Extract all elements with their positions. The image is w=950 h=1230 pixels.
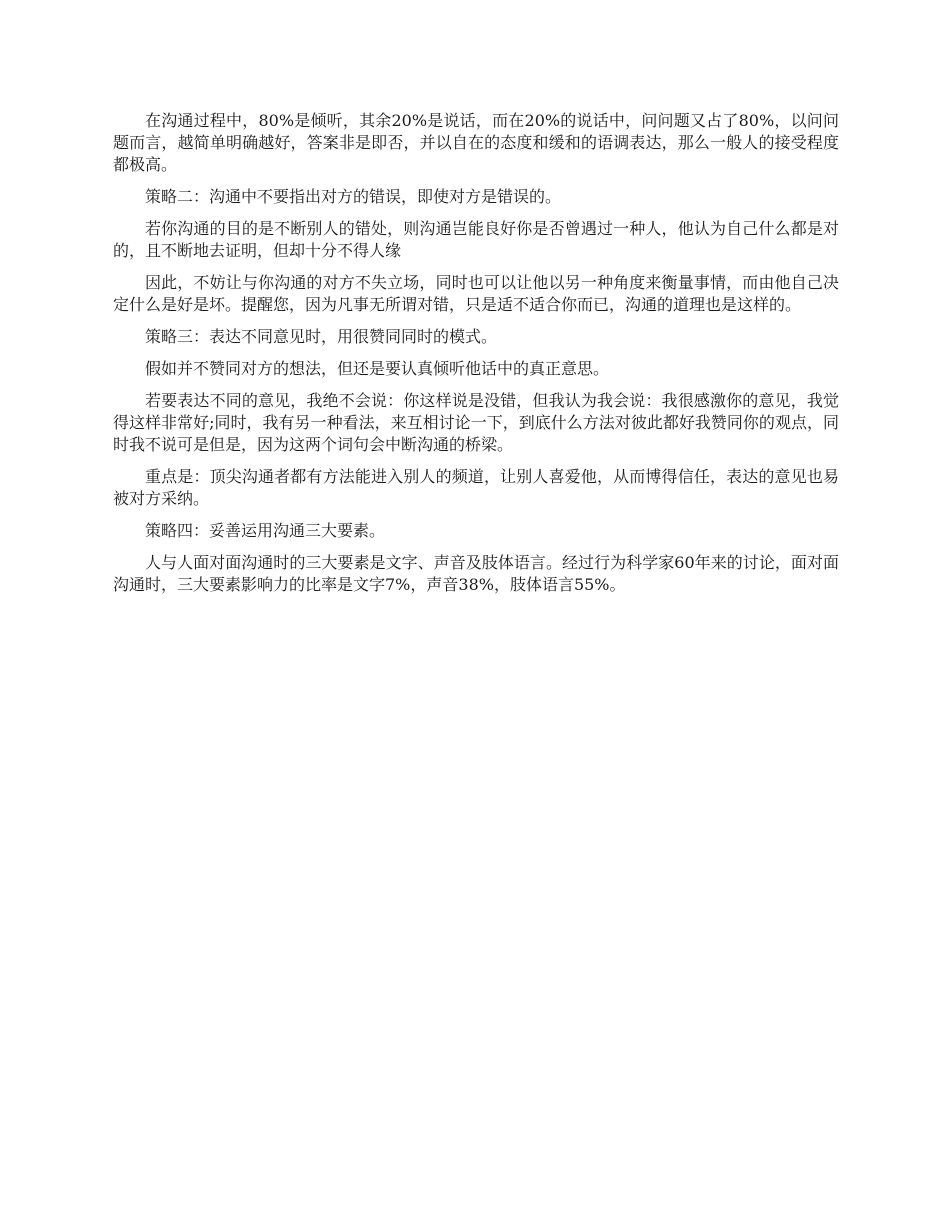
- paragraph-1: 在沟通过程中，80%是倾听，其余20%是说话，而在20%的说话中，问问题又占了80%，以问问题而言，越简单明确越好，答案非是即否，并以自在的态度和缓和的语调表达，那么一般人的接受程度都极高。: [113, 111, 839, 174]
- paragraph-5-strategy-three-heading: 策略三：表达不同意见时，用很赞同同时的模式。: [145, 327, 498, 346]
- paragraph-7: 若要表达不同的意见，我绝不会说：你这样说是没错，但我认为我会说：我很感激你的意见，我觉得这样非常好;同时，我有另一种看法，来互相讨论一下，到底什么方法对彼此都好我赞同你的观点，同时我不说可是但是，因为这两个词句会中断沟通的桥梁。: [113, 391, 839, 454]
- paragraph-2-strategy-two-heading: 策略二：沟通中不要指出对方的错误，即使对方是错误的。: [145, 187, 562, 206]
- paragraph-3: 若你沟通的目的是不断别人的错处，则沟通岂能良好你是否曾遇过一种人，他认为自己什么都是对的，且不断地去证明，但却十分不得人缘: [113, 219, 839, 260]
- paragraph-4: 因此，不妨让与你沟通的对方不失立场，同时也可以让他以另一种角度来衡量事情，而由他自己决定什么是好是坏。提醒您，因为凡事无所谓对错，只是适不适合你而已，沟通的道理也是这样的。: [113, 273, 839, 314]
- paragraph-10: 人与人面对面沟通时的三大要素是文字、声音及肢体语言。经过行为科学家60年来的讨论，面对面沟通时，三大要素影响力的比率是文字7%，声音38%，肢体语言55%。: [113, 553, 839, 594]
- document-body: [113, 110, 839, 606]
- paragraph-9-strategy-four-heading: 策略四：妥善运用沟通三大要素。: [145, 521, 386, 540]
- paragraph-8: 重点是：顶尖沟通者都有方法能进入别人的频道，让别人喜爱他，从而博得信任，表达的意见也易被对方采纳。: [113, 467, 839, 508]
- paragraph-6: 假如并不赞同对方的想法，但还是要认真倾听他话中的真正意思。: [145, 359, 610, 378]
